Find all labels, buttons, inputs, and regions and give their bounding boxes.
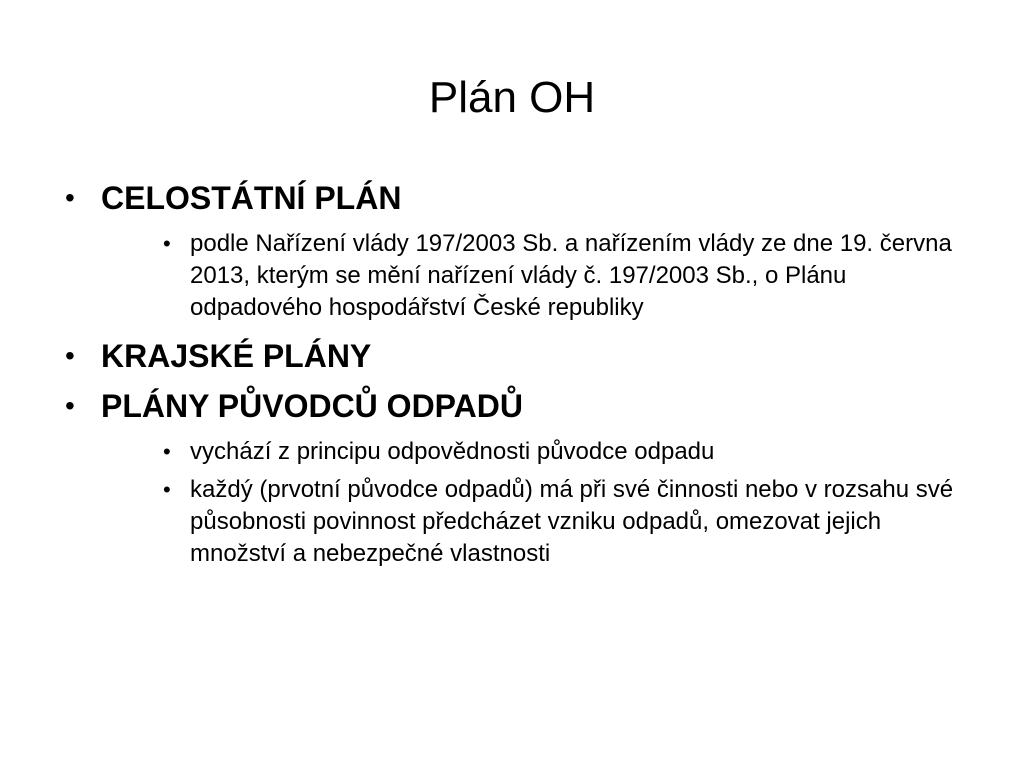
sub-bullet-list	[162, 228, 964, 324]
sub-bullet-povinnost	[162, 474, 960, 570]
bullet-list	[64, 178, 964, 582]
bullet-label: CELOSTÁTNÍ PLÁN	[101, 180, 402, 216]
sub-bullet-text: vychází z principu odpovědnosti původce odpadu	[190, 438, 715, 465]
bullet-dot-icon: •	[65, 182, 75, 213]
sub-bullet-text: podle Nařízení vlády 197/2003 Sb. a nařízením vlády ze dne 19. června 2013, kterým se mění nařízení vlády č. 197/2003 Sb., o Plánu odpadového hospodářství České republiky	[190, 230, 952, 321]
slide-title: Plán OH	[428, 73, 596, 122]
bullet-dot-icon: •	[163, 477, 171, 502]
bullet-dot-icon: •	[65, 390, 75, 421]
sub-bullet-narizeni-vlady	[162, 228, 960, 324]
bullet-plany-puvodcu-odpadu	[64, 386, 964, 426]
bullet-label: KRAJSKÉ PLÁNY	[101, 338, 372, 374]
bullet-label: PLÁNY PŮVODCŮ ODPADŮ	[101, 388, 523, 424]
sub-bullet-text: každý (prvotní původce odpadů) má při své činnosti nebo v rozsahu své působnosti povinnost předcházet vzniku odpadů, omezovat jejich množství a nebezpečné vlastnosti	[190, 476, 954, 567]
bullet-dot-icon: •	[163, 231, 171, 256]
bullet-dot-icon: •	[65, 340, 75, 371]
bullet-krajske-plany	[64, 336, 964, 376]
sub-bullet-odpovednost	[162, 436, 960, 468]
bullet-celostatni-plan	[64, 178, 964, 218]
bullet-dot-icon: •	[163, 439, 171, 464]
sub-bullet-list	[162, 436, 964, 570]
